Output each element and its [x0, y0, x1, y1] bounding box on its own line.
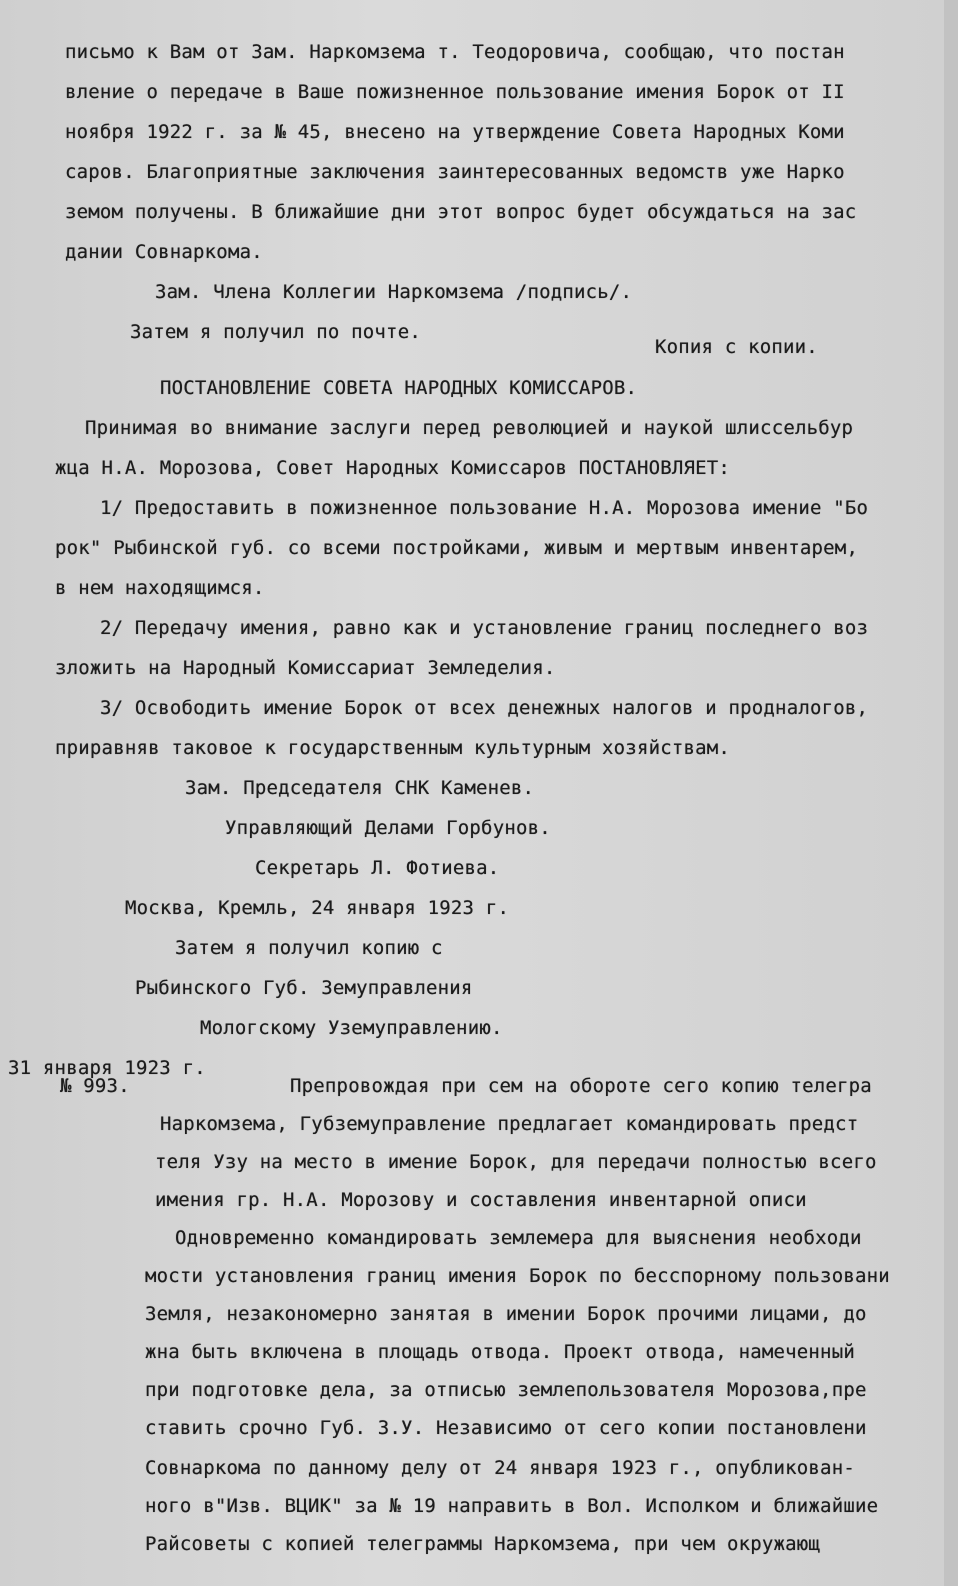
text-line: жна быть включена в площадь отвода. Проект отвода, намеченный [145, 1341, 855, 1363]
text-line: дании Совнаркома. [65, 241, 263, 263]
text-line: саров. Благоприятные заключения заинтересованных ведомств уже Нарко [65, 161, 845, 183]
text-line: жца Н.А. Морозова, Совет Народных Комиссаров ПОСТАНОВЛЯЕТ: [55, 457, 731, 479]
text-line: Препровождая при сем на обороте сего копию телегра [290, 1075, 872, 1097]
decree-title: ПОСТАНОВЛЕНИЕ СОВЕТА НАРОДНЫХ КОМИССАРОВ. [160, 377, 638, 399]
signature-line: Управляющий Делами Горбунов. [225, 817, 551, 839]
text-line: Затем я получил копию с [175, 937, 443, 959]
text-line: в нем находящимся. [55, 577, 265, 599]
decree-item: 1/ Предоставить в пожизненное пользование Н.А. Морозова имение "Бо [100, 497, 869, 519]
text-line: Одновременно командировать землемера для выяснения необходи [175, 1227, 862, 1249]
text-line: ставить срочно Губ. З.У. Независимо от сего копии постановлени [145, 1417, 867, 1439]
text-line: зложить на Народный Комиссариат Земледелия. [55, 657, 556, 679]
text-line: имения гр. Н.А. Морозову и составления инвентарной описи [155, 1189, 807, 1211]
text-line: теля Узу на место в имение Борок, для передачи полностью всего [155, 1151, 877, 1173]
text-line: Наркомзема, Губземуправление предлагает командировать предст [160, 1113, 859, 1135]
letter-date: 31 января 1923 г. [8, 1057, 206, 1079]
page-edge [944, 0, 958, 1586]
text-line: Рыбинского Губ. Земуправления [135, 977, 473, 999]
text-line: рок" Рыбинской губ. со всеми постройками, живым и мертвым инвентарем, [55, 537, 859, 559]
text-line: ноября 1922 г. за № 45, внесено на утверждение Совета Народных Коми [65, 121, 845, 143]
text-line: вление о передаче в Ваше пожизненное пользование имения Борок от II [65, 81, 845, 103]
text-line: при подготовке дела, за отписью землепользователя Морозова,пре [145, 1379, 867, 1401]
text-line: письмо к Вам от Зам. Наркомзема т. Теодоровича, сообщаю, что постан [65, 41, 845, 63]
signature-line: Зам. Председателя СНК Каменев. [185, 777, 535, 799]
text-line: Совнаркома по данному делу от 24 января 1923 г., опубликован- [145, 1457, 855, 1479]
text-line: Принимая во внимание заслуги перед революцией и наукой шлиссельбур [85, 417, 854, 439]
decree-item: 2/ Передачу имения, равно как и установление границ последнего воз [100, 617, 869, 639]
text-line: Земля, незакономерно занятая в имении Борок прочими лицами, до [145, 1303, 867, 1325]
text-line: Райсоветы с копией телеграммы Наркомзема, при чем окружающ [145, 1533, 821, 1555]
signature-line: Зам. Члена Коллегии Наркомзема /подпись/. [155, 281, 633, 303]
text-line: мости установления границ имения Борок по бесспорному пользовани [145, 1265, 890, 1287]
text-line: Затем я получил по почте. [130, 321, 421, 343]
text-line: земом получены. В ближайшие дни этот вопрос будет обсуждаться на зас [65, 201, 857, 223]
text-line: ного в"Изв. ВЦИК" за № 19 направить в Вол. Исполком и ближайшие [145, 1495, 879, 1517]
text-line: Мологскому Уземуправлению. [200, 1017, 503, 1039]
signature-line: Секретарь Л. Фотиева. [255, 857, 500, 879]
text-line: приравняв таковое к государственным культурным хозяйствам. [55, 737, 731, 759]
place-date-line: Москва, Кремль, 24 января 1923 г. [125, 897, 510, 919]
decree-item: 3/ Освободить имение Борок от всех денежных налогов и продналогов, [100, 697, 869, 719]
copy-label: Копия с копии. [655, 336, 818, 358]
letter-number: № 993. [60, 1075, 130, 1097]
